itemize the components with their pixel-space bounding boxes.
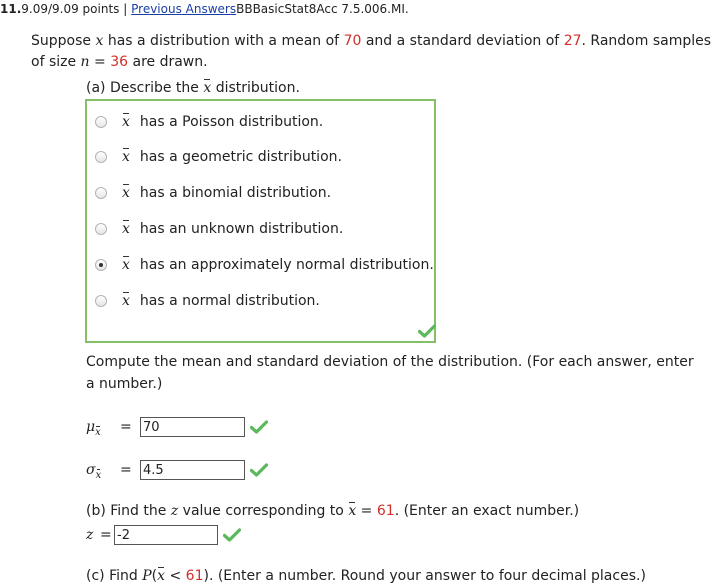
check-icon	[250, 420, 268, 434]
radio-geometric[interactable]	[95, 151, 107, 163]
radio-poisson[interactable]	[95, 116, 107, 128]
mean-value: 70	[343, 33, 362, 49]
compute-prompt: Compute the mean and standard deviation of the distribution. (For each answer, enter a number.)	[86, 354, 694, 392]
z-answer-row: z = -2	[86, 525, 241, 545]
sd-value: 27	[563, 33, 582, 49]
option-binomial[interactable]: x has a binomial distribution.	[95, 183, 331, 203]
mean-input[interactable]	[140, 417, 245, 437]
option-geometric[interactable]: x has a geometric distribution.	[95, 147, 342, 167]
z-label: z	[86, 527, 94, 543]
mean-answer-row: $\mu_x$ = 70	[86, 417, 268, 437]
check-icon	[418, 324, 436, 338]
separator: |	[123, 2, 128, 16]
option-poisson[interactable]: x has a Poisson distribution.	[95, 112, 323, 132]
radio-unknown[interactable]	[95, 223, 107, 235]
radio-binomial[interactable]	[95, 187, 107, 199]
question-code: BBBasicStat8Acc 7.5.006.MI.	[236, 2, 409, 16]
sd-answer-row: $\sigma_x$ = 4.5	[86, 460, 268, 480]
previous-answers-link[interactable]: Previous Answers	[131, 2, 237, 16]
check-icon	[223, 528, 241, 542]
option-approx-normal[interactable]: x has an approximately normal distribution.	[95, 255, 434, 275]
mu-label: $\mu_x$	[86, 419, 101, 438]
sample-size: 36	[110, 54, 129, 70]
option-unknown[interactable]: x has an unknown distribution.	[95, 219, 343, 239]
sd-input[interactable]	[140, 460, 245, 480]
question-number: 11.	[0, 2, 22, 16]
part-c-prompt: (c) Find P(x < 61). (Enter a number. Round your answer to four decimal places.)	[86, 568, 646, 584]
radio-normal[interactable]	[95, 295, 107, 307]
distribution-options	[85, 99, 436, 343]
part-a-prompt: (a) Describe the x distribution.	[86, 80, 300, 96]
check-icon	[250, 463, 268, 477]
points: 9.09/9.09 points	[21, 2, 120, 16]
radio-approx-normal-selected[interactable]	[95, 259, 107, 271]
question-header	[0, 2, 409, 16]
problem-statement: Suppose x has a distribution with a mean of 70 and a standard deviation of 27. Random samples of size n = 36 are drawn.	[31, 33, 712, 70]
part-b-prompt: (b) Find the z value corresponding to x = 61. (Enter an exact number.)	[86, 503, 580, 519]
z-input[interactable]	[114, 525, 218, 545]
sigma-label: $\sigma_x$	[86, 462, 102, 481]
option-normal[interactable]: x has a normal distribution.	[95, 291, 320, 311]
